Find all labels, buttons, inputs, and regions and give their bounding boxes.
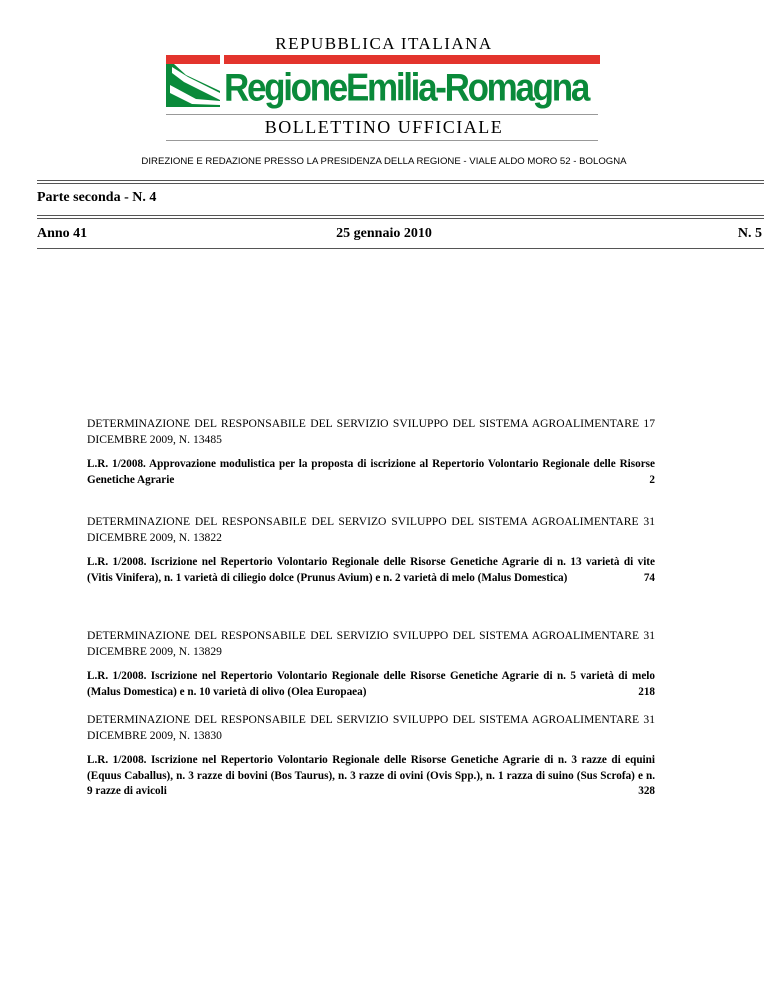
republic-heading: REPUBBLICA ITALIANA: [275, 34, 493, 53]
toc-entry-title: DETERMINAZIONE DEL RESPONSABILE DEL SERVIZIO SVILUPPO DEL SISTEMA AGROALIMENTARE 31 DICEMBRE 2009, N. 13830: [87, 713, 655, 742]
divider-2: [37, 215, 764, 216]
toc-entry-title: DETERMINAZIONE DEL RESPONSABILE DEL SERVIZIO SVILUPPO DEL SISTEMA AGROALIMENTARE 17 DICEMBRE 2009, N. 13485: [87, 417, 655, 446]
bulletin-title: BOLLETTINO UFFICIALE: [264, 117, 504, 137]
toc-entry: [87, 628, 655, 700]
divider-1: [37, 180, 764, 181]
toc-entry-title: DETERMINAZIONE DEL RESPONSABILE DEL SERVIZO SVILUPPO DEL SISTEMA AGROALIMENTARE 31 DICEMBRE 2009, N. 13822: [87, 515, 655, 544]
issue-year: Anno 41: [37, 226, 88, 241]
masthead-rule-top: [166, 114, 598, 115]
red-band: [224, 55, 600, 64]
issue-number: N. 5: [737, 226, 762, 241]
region-name-logotype: RegioneEmilia-Romagna: [224, 66, 588, 110]
masthead-rule-bottom: [166, 140, 598, 141]
divider-3: [37, 248, 764, 249]
divider-2b: [37, 218, 764, 219]
issue-part: Parte seconda - N. 4: [37, 190, 157, 205]
toc-entry: [87, 712, 655, 800]
toc-entry-page[interactable]: 2: [649, 473, 655, 486]
toc-entry-body: [87, 753, 655, 800]
toc-entry-page[interactable]: 74: [643, 571, 655, 584]
region-emblem-icon: [166, 55, 220, 107]
toc-entry-page[interactable]: 328: [638, 785, 655, 798]
toc-entry-body: [87, 457, 655, 488]
toc-entry-description: L.R. 1/2008. Approvazione modulistica per la proposta di iscrizione al Repertorio Volontario Regionale delle Risorse Genetiche Agrarie: [87, 458, 655, 486]
toc-entry-description: L.R. 1/2008. Iscrizione nel Repertorio Volontario Regionale delle Risorse Genetiche Agrarie di n. 5 varietà di melo (Malus Domestica) e n. 10 varietà di olivo (Olea Europaea): [87, 670, 655, 698]
toc-entry-body: [87, 669, 655, 700]
divider-1b: [37, 183, 764, 184]
issue-date: 25 gennaio 2010: [336, 226, 432, 241]
editorial-address: DIREZIONE E REDAZIONE PRESSO LA PRESIDENZA DELLA REGIONE - VIALE ALDO MORO 52 - BOLOGNA: [141, 156, 627, 167]
toc-entry: [87, 416, 655, 488]
toc-entry-page[interactable]: 218: [638, 685, 655, 698]
toc-entry-description: L.R. 1/2008. Iscrizione nel Repertorio Volontario Regionale delle Risorse Genetiche Agrarie di n. 3 razze di equini (Equus Caballus), n. 3 razze di bovini (Bos Taurus), n. 3 razze di ovini (Ovis Spp.), n. 1 razza di suino (Sus Scrofa) e n. 9 razze di avicoli: [87, 754, 655, 798]
toc-entry-body: [87, 555, 655, 586]
toc-entry: [87, 514, 655, 586]
toc-entry-title: DETERMINAZIONE DEL RESPONSABILE DEL SERVIZIO SVILUPPO DEL SISTEMA AGROALIMENTARE 31 DICEMBRE 2009, N. 13829: [87, 629, 655, 658]
toc-entry-description: L.R. 1/2008. Iscrizione nel Repertorio Volontario Regionale delle Risorse Genetiche Agrarie di n. 13 varietà di vite (Vitis Vinifera), n. 1 varietà di ciliegio dolce (Prunus Avium) e n. 2 varietà di melo (Malus Domestica): [87, 556, 655, 584]
